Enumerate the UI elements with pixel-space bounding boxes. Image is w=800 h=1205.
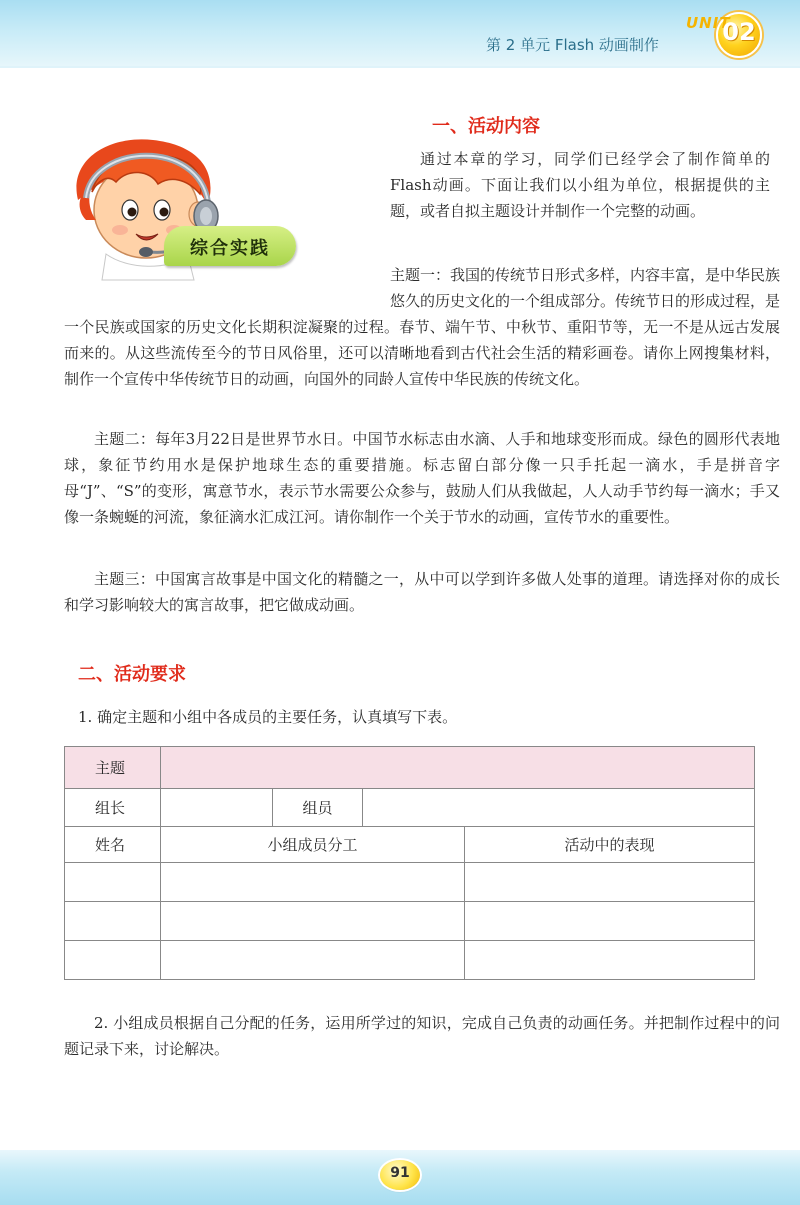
performance-cell[interactable] xyxy=(465,863,755,902)
leader-input-cell[interactable] xyxy=(161,789,273,827)
chapter-title: 第 2 单元 Flash 动画制作 xyxy=(486,36,659,54)
members-label-cell: 组员 xyxy=(273,789,363,827)
group-plan-table xyxy=(64,746,755,980)
table-row-theme xyxy=(65,747,755,789)
leader-label-cell: 组长 xyxy=(65,789,161,827)
name-cell[interactable] xyxy=(65,863,161,902)
theme-label-cell: 主题 xyxy=(65,747,161,789)
division-cell[interactable] xyxy=(161,941,465,980)
page-number-badge xyxy=(380,1160,420,1190)
division-cell[interactable] xyxy=(161,863,465,902)
page-number: 91 xyxy=(390,1165,410,1181)
intro-paragraph: 通过本章的学习，同学们已经学会了制作简单的Flash动画。下面让我们以小组为单位，根据提供的主题，或者自拟主题设计并制作一个完整的动画。 xyxy=(390,150,770,220)
table-header-row xyxy=(65,827,755,863)
division-header-cell: 小组成员分工 xyxy=(161,827,465,863)
table-row-leader xyxy=(65,789,755,827)
mascot-wrap-space xyxy=(64,262,390,314)
theme-2-paragraph: 主题二：每年3月22日是世界节水日。中国节水标志由水滴、人手和地球变形而成。绿色的圆形代表地球，象征节约用水是保护地球生态的重要措施。标志留白部分像一只手托起一滴水，手是拼音字母“J”、“S”的变形，寓意节水，表示节水需要公众参与，鼓励人们从我做起，人人动手节约每一滴水；手又像一条蜿蜒的河流，象征滴水汇成江河。请你制作一个关于节水的动画，宣传节水的重要性。 xyxy=(64,430,780,526)
table-row xyxy=(65,902,755,941)
theme-3-paragraph: 主题三：中国寓言故事是中国文化的精髓之一，从中可以学到许多做人处事的道理。请选择对你的成长和学习影响较大的寓言故事，把它做成动画。 xyxy=(64,570,780,614)
theme-1-paragraph xyxy=(64,262,780,422)
performance-cell[interactable] xyxy=(465,902,755,941)
name-cell[interactable] xyxy=(65,941,161,980)
requirement-2: 2. 小组成员根据自己分配的任务，运用所学过的知识，完成自己负责的动画任务。并把制作过程中的问题记录下来，讨论解决。 xyxy=(64,1014,780,1058)
performance-cell[interactable] xyxy=(465,941,755,980)
header-divider xyxy=(0,66,800,68)
theme-input-cell[interactable] xyxy=(161,747,755,789)
table-row xyxy=(65,941,755,980)
unit-number: 02 xyxy=(722,18,756,46)
name-header-cell: 姓名 xyxy=(65,827,161,863)
table-row xyxy=(65,863,755,902)
practice-badge-label: 综合实践 xyxy=(190,238,270,259)
members-input-cell[interactable] xyxy=(363,789,755,827)
section-2-heading: 二、活动要求 xyxy=(78,664,186,685)
section-1-heading: 一、活动内容 xyxy=(432,116,540,137)
division-cell[interactable] xyxy=(161,902,465,941)
practice-badge xyxy=(164,226,296,266)
performance-header-cell: 活动中的表现 xyxy=(465,827,755,863)
header-band xyxy=(0,0,800,66)
requirement-1: 1. 确定主题和小组中各成员的主要任务，认真填写下表。 xyxy=(78,708,458,726)
unit-badge xyxy=(686,6,770,64)
unit-word: UNIT xyxy=(686,14,731,32)
name-cell[interactable] xyxy=(65,902,161,941)
theme-1-text: 主题一：我国的传统节日形式多样，内容丰富，是中华民族悠久的历史文化的一个组成部分。传统节日的形成过程，是一个民族或国家的历史文化长期积淀凝聚的过程。春节、端午节、中秋节、重阳节等，无一不是从远古发展而来的。从这些流传至今的节日风俗里，还可以清晰地看到古代社会生活的精彩画卷。请你上网搜集材料，制作一个宣传中华传统节日的动画，向国外的同龄人宣传中华民族的传统文化。 xyxy=(64,266,781,388)
